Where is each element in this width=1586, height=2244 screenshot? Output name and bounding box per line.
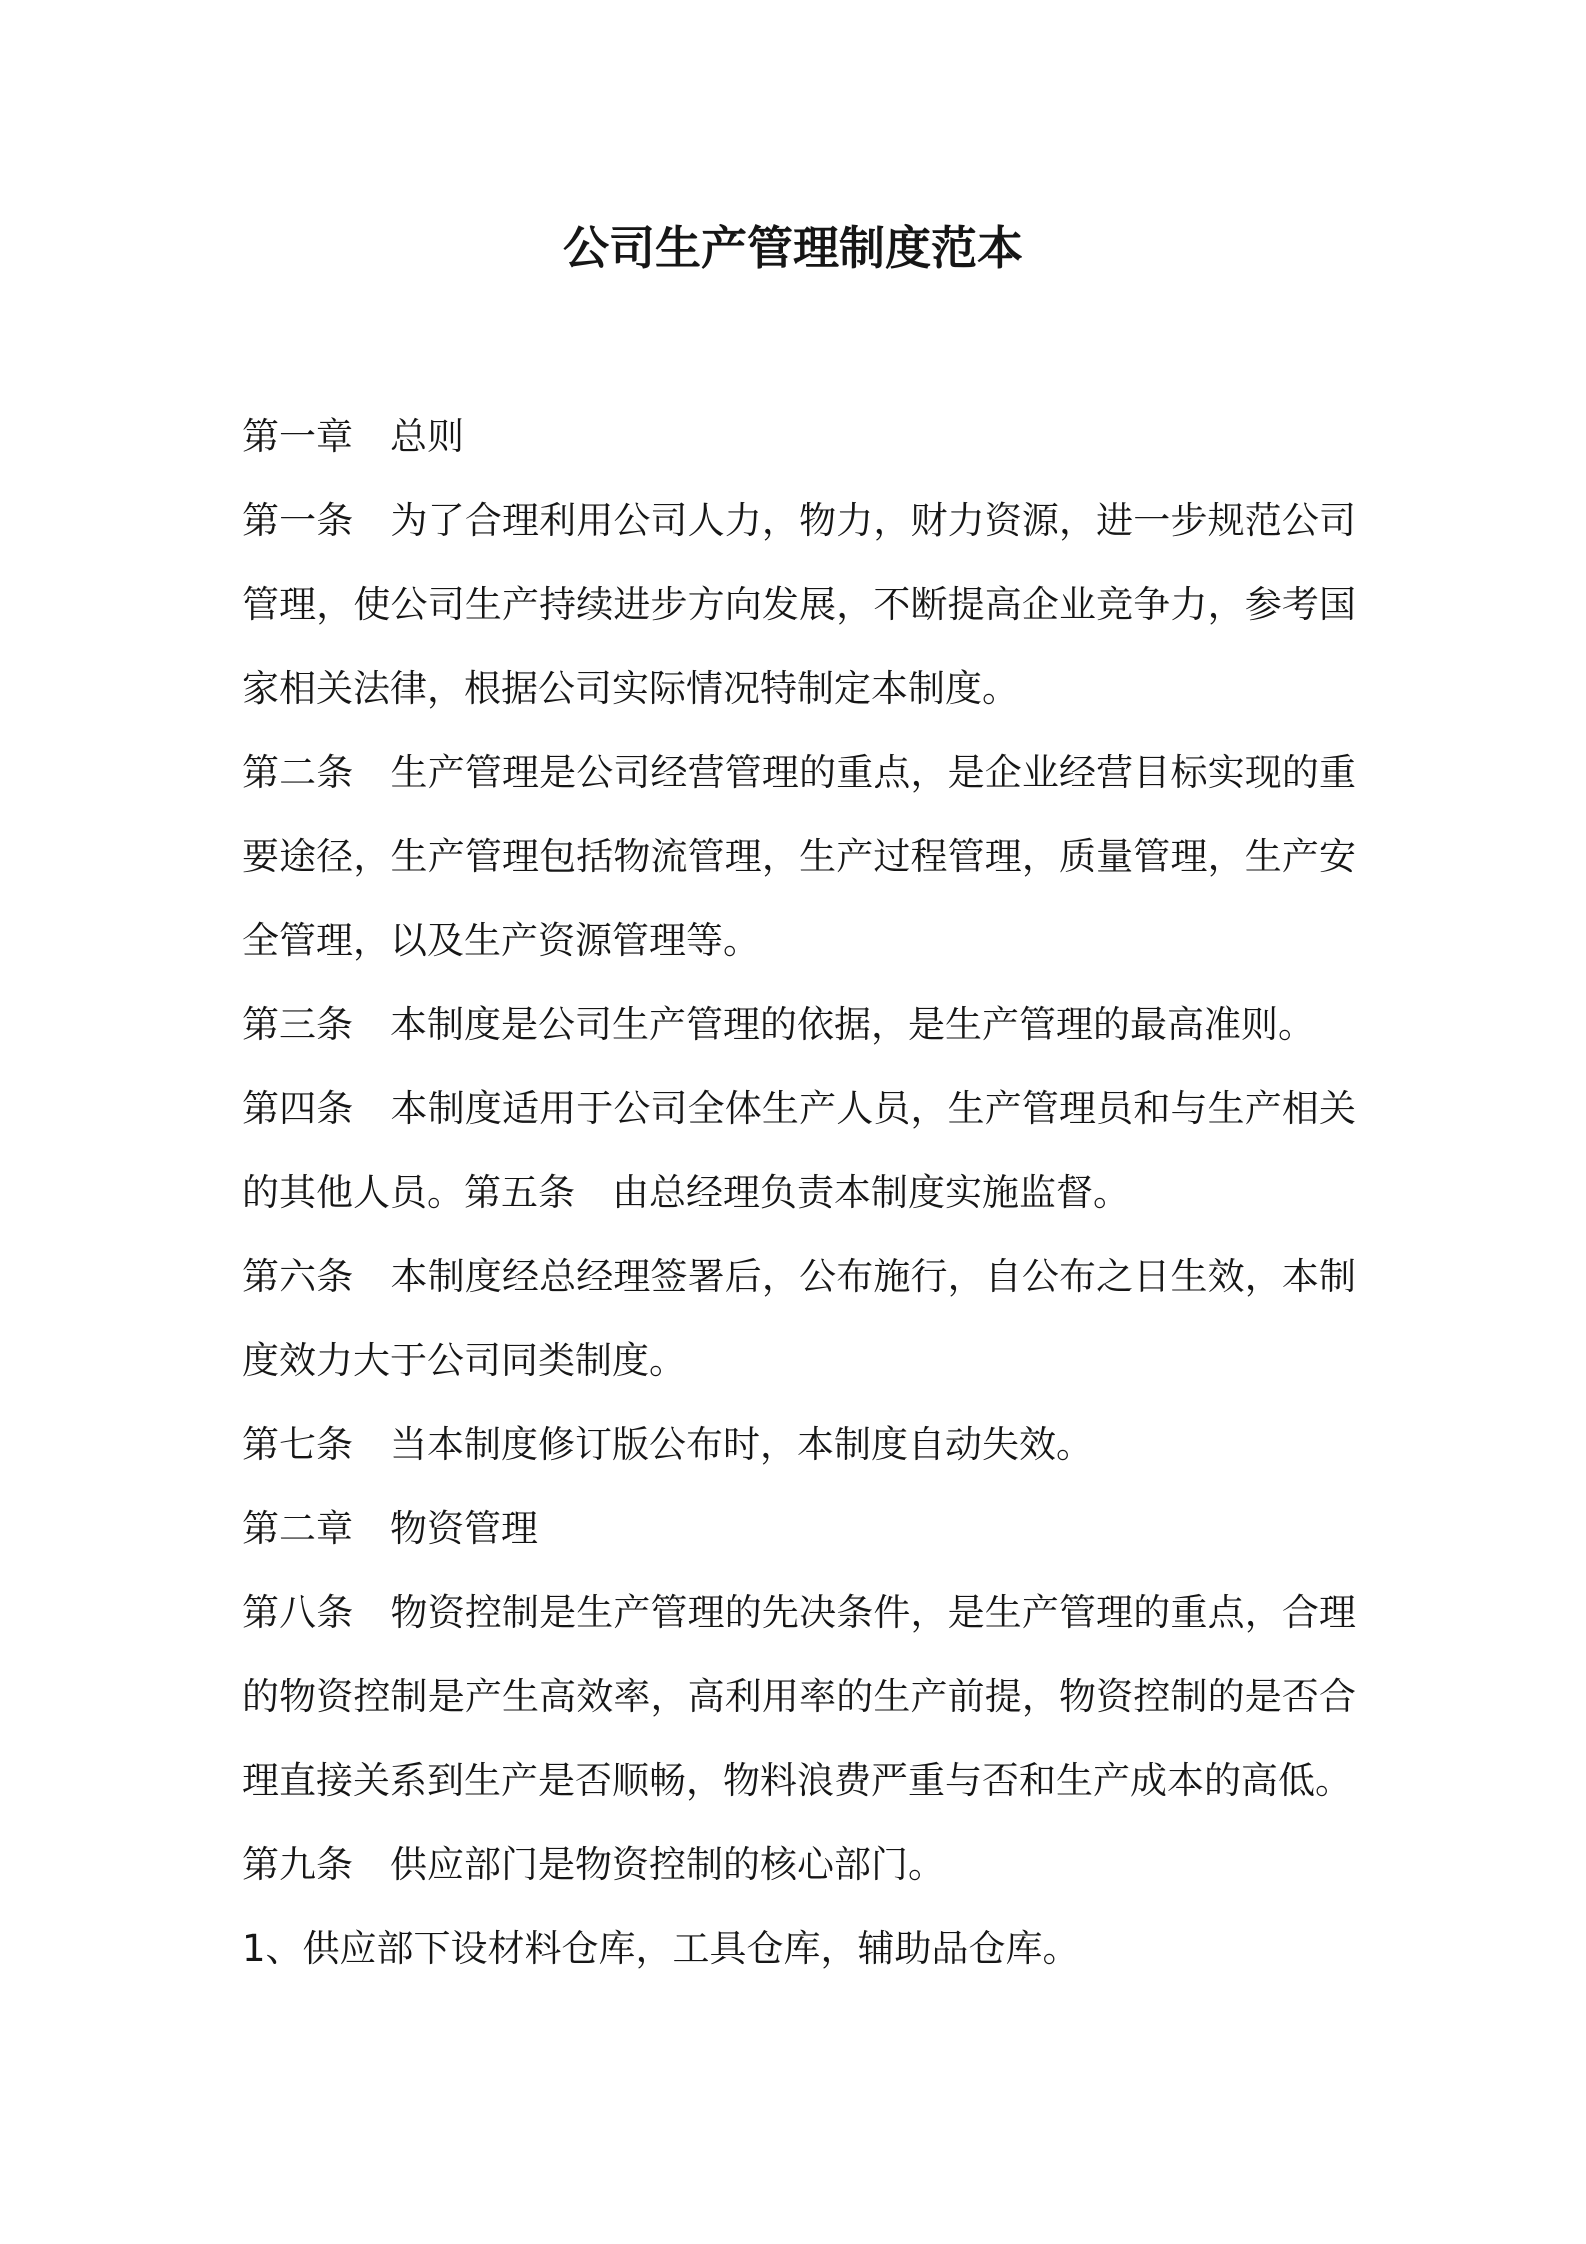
article-paragraph [242, 1235, 1356, 1403]
article-paragraph [242, 1067, 1356, 1235]
doc-line: 第一章 总则 [242, 415, 464, 458]
article-paragraph [242, 1823, 1356, 1907]
doc-line: 全管理，以及生产资源管理等。 [242, 919, 760, 962]
doc-line: 的物资控制是产生高效率，高利用率的生产前提，物资控制的是否合 [242, 1675, 1356, 1718]
doc-line: 家相关法律，根据公司实际情况特制定本制度。 [242, 667, 1019, 710]
list-item [242, 1907, 1356, 1991]
doc-line: 的其他人员。第五条 由总经理负责本制度实施监督。 [242, 1171, 1130, 1214]
doc-line: 理直接关系到生产是否顺畅，物料浪费严重与否和生产成本的高低。 [242, 1759, 1352, 1802]
doc-line: 第一条 为了合理利用公司人力，物力，财力资源，进一步规范公司 [242, 499, 1356, 542]
doc-line: 度效力大于公司同类制度。 [242, 1339, 686, 1382]
doc-line: 第九条 供应部门是物资控制的核心部门。 [242, 1843, 945, 1886]
article-paragraph [242, 1403, 1356, 1487]
chapter-heading [242, 1487, 1356, 1571]
article-paragraph [242, 479, 1356, 731]
doc-line: 管理，使公司生产持续进步方向发展，不断提高企业竞争力，参考国 [242, 583, 1356, 626]
doc-line: 第二条 生产管理是公司经营管理的重点，是企业经营目标实现的重 [242, 751, 1356, 794]
article-paragraph [242, 983, 1356, 1067]
doc-line: 第四条 本制度适用于公司全体生产人员，生产管理员和与生产相关 [242, 1087, 1356, 1130]
article-paragraph [242, 1571, 1356, 1823]
chapter-heading [242, 395, 1356, 479]
doc-line: 第二章 物资管理 [242, 1507, 538, 1550]
doc-line: 第七条 当本制度修订版公布时，本制度自动失效。 [242, 1423, 1093, 1466]
document-title: 公司生产管理制度范本 [563, 221, 1023, 275]
doc-line: 第八条 物资控制是生产管理的先决条件，是生产管理的重点，合理 [242, 1591, 1356, 1634]
doc-line: 第三条 本制度是公司生产管理的依据，是生产管理的最高准则。 [242, 1003, 1315, 1046]
article-paragraph [242, 731, 1356, 983]
document-body [242, 395, 1356, 1991]
doc-line: 第六条 本制度经总经理签署后，公布施行，自公布之日生效，本制 [242, 1255, 1356, 1298]
doc-line: 要途径，生产管理包括物流管理，生产过程管理，质量管理，生产安 [242, 835, 1356, 878]
doc-line: 1、供应部下设材料仓库，工具仓库，辅助品仓库。 [242, 1927, 1080, 1970]
